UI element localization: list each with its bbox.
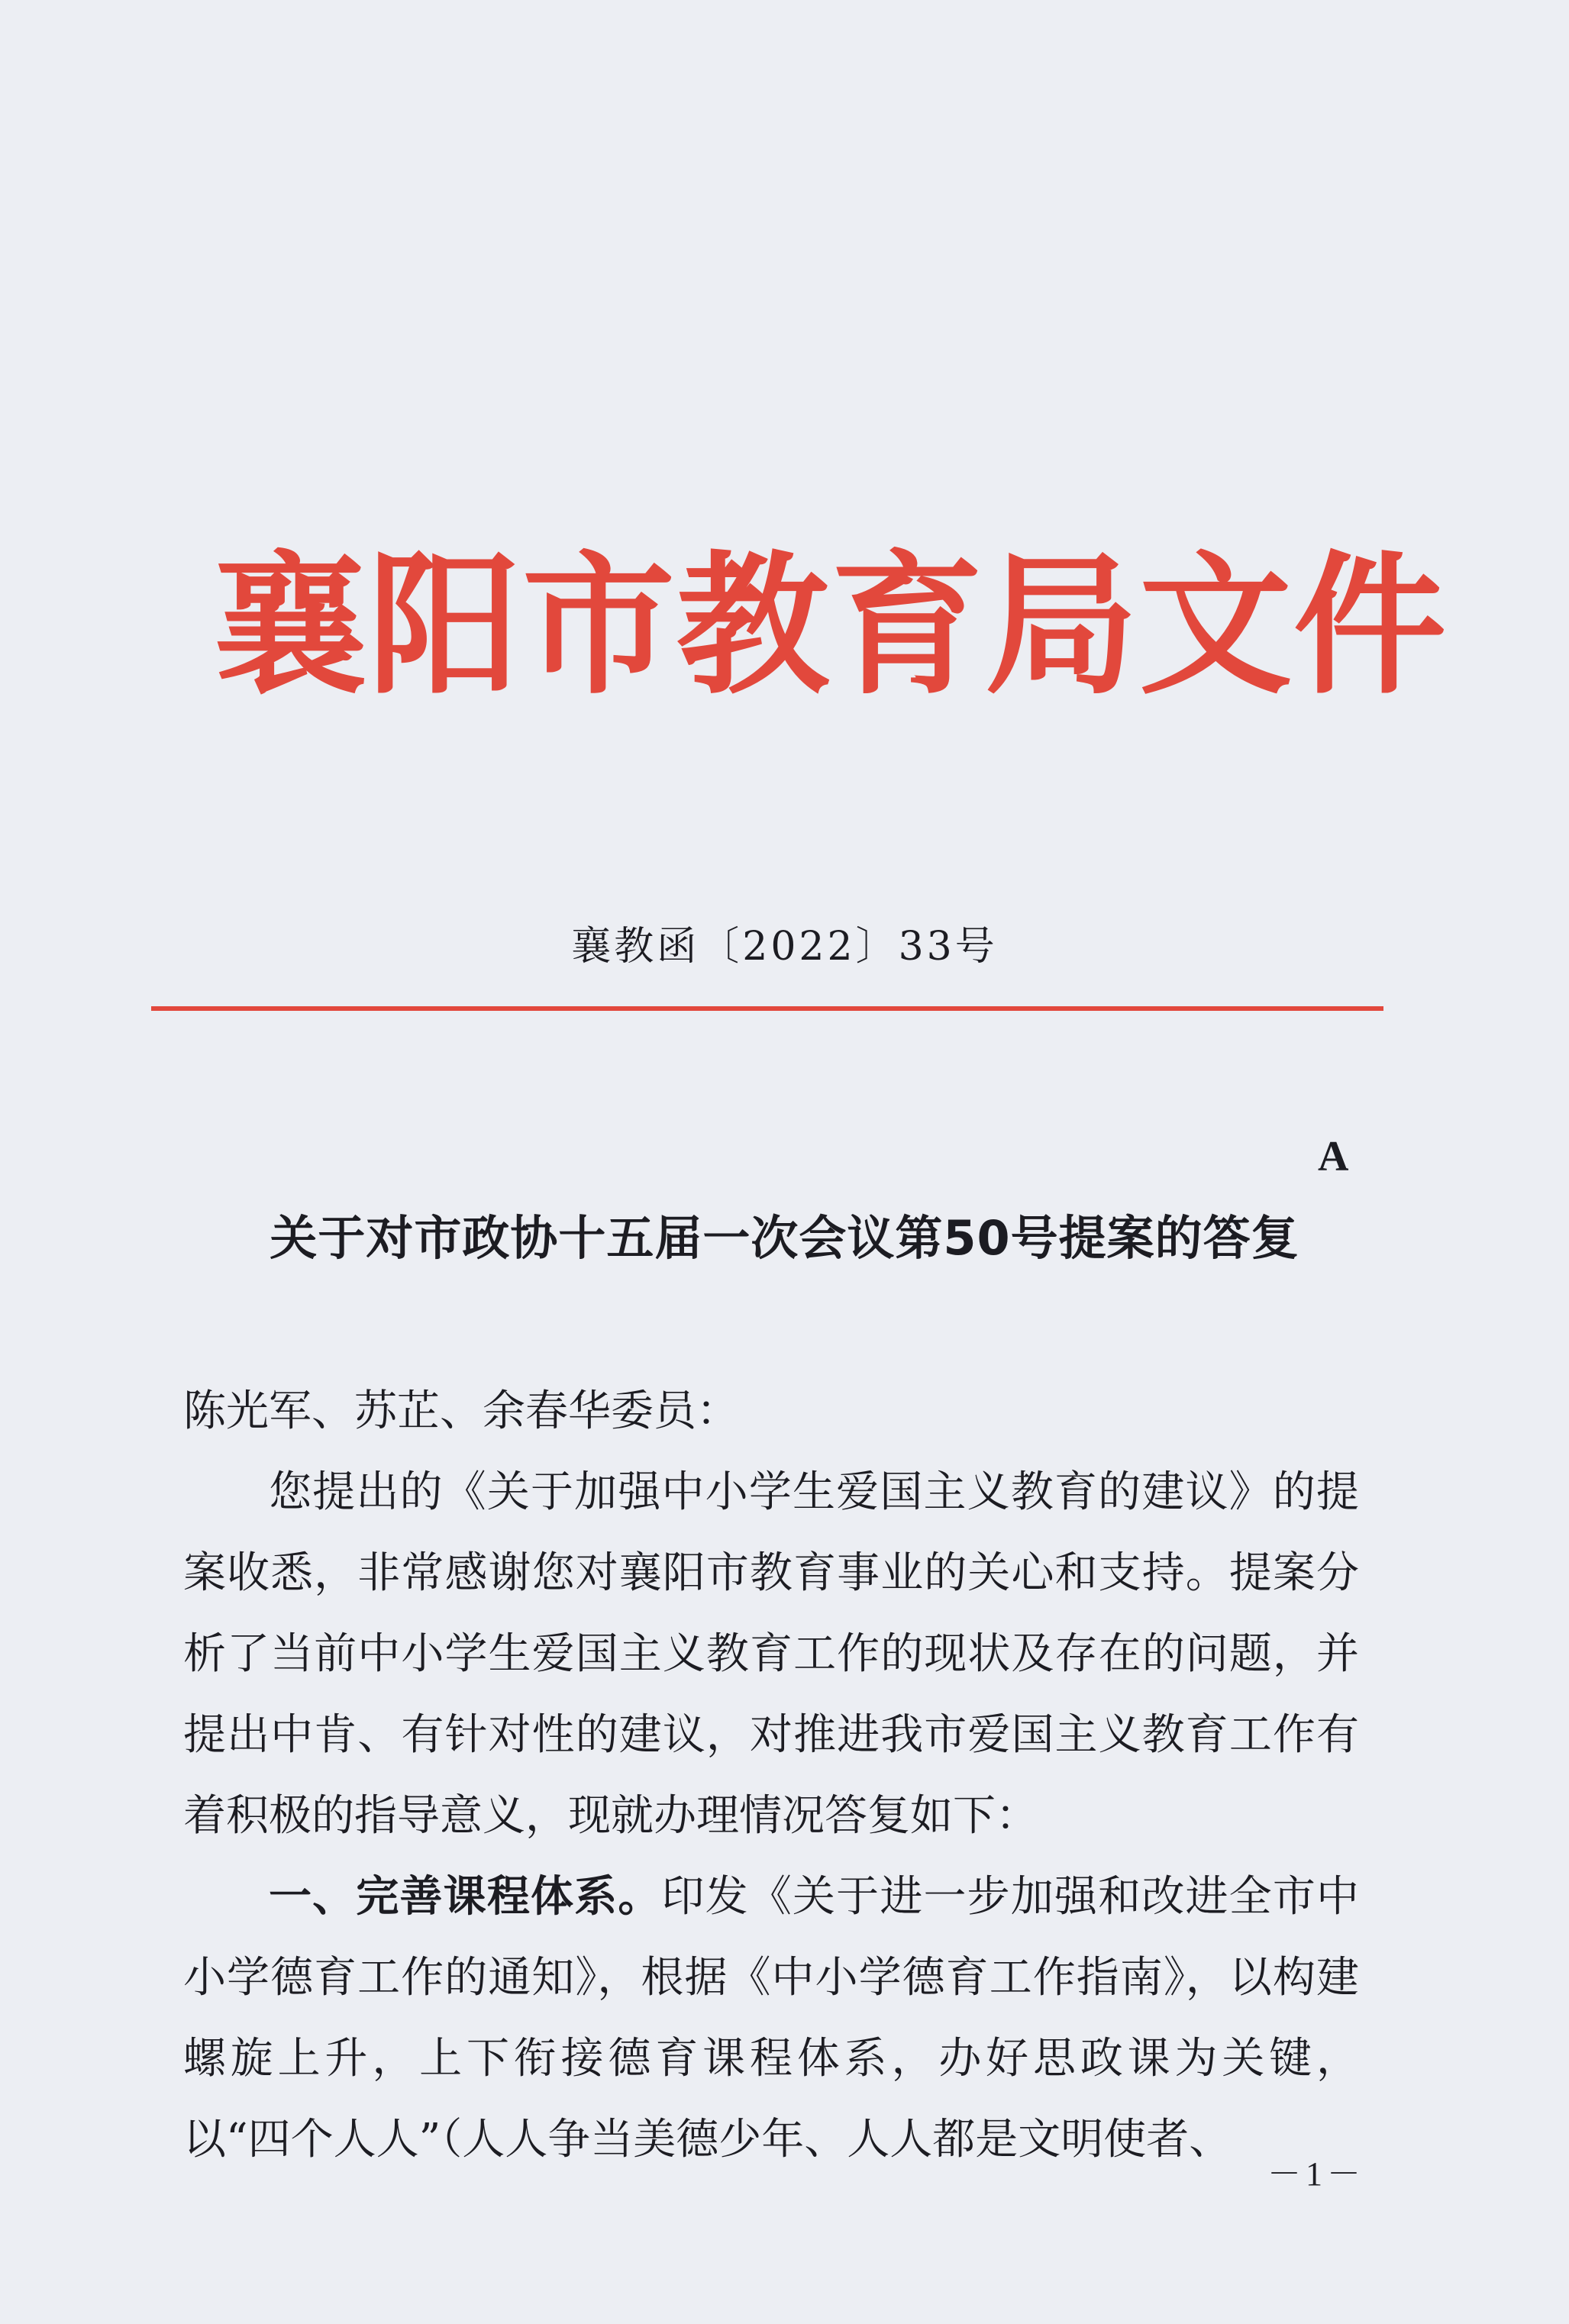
section-1-heading: 一、完善课程体系。 [269, 1872, 662, 1922]
classification-mark: A [1318, 1133, 1349, 1180]
document-number: 襄教函〔2022〕33号 [571, 924, 998, 970]
section-1-text: 印发《关于进一步加强和改进全市中小学德育工作的通知》，根据《中小学德育工作指南》，以构建螺旋上升，上下衔接德育课程体系，办好思政课为关键，以“四个人人”（人人争当美德少年、人人都是文明使者、 [183, 1872, 1360, 2164]
salutation: 陈光军、苏芷、余春华委员： [183, 1386, 739, 1436]
document-title: 关于对市政协十五届一次会议第50号提案的答复 [270, 1210, 1299, 1266]
document-body [183, 1371, 1359, 2180]
intro-paragraph: 您提出的《关于加强中小学生爱国主义教育的建议》的提案收悉，非常感谢您对襄阳市教育事业的关心和支持。提案分析了当前中小学生爱国主义教育工作的现状及存在的问题，并提出中肯、有针对性的建议，对推进我市爱国主义教育工作有着积极的指导意义，现就办理情况答复如下： [183, 1467, 1359, 1841]
issuer-header: 襄阳市教育局文件 [214, 536, 1448, 715]
section-1-paragraph [183, 1857, 1359, 2180]
red-divider [151, 1006, 1383, 1011]
page-number: －1－ [1267, 2155, 1365, 2193]
